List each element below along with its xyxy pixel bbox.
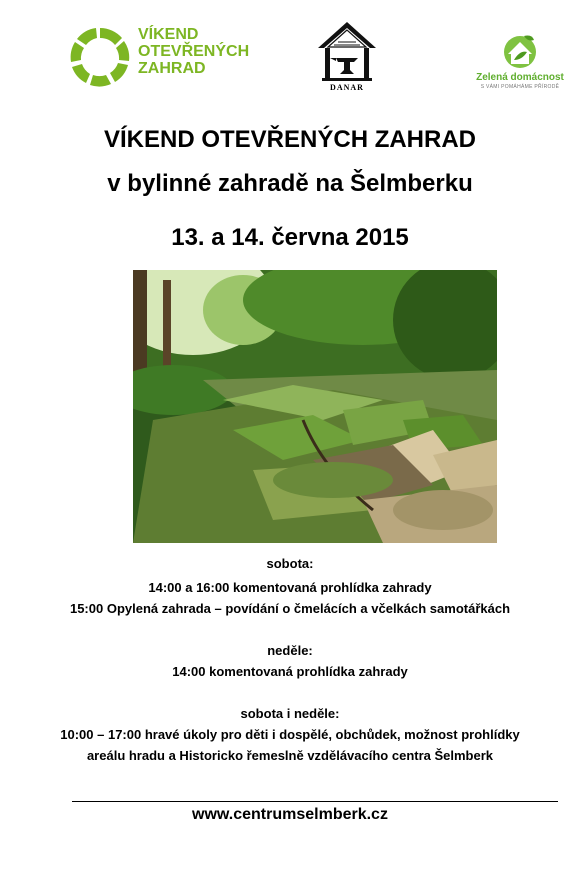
vikend-logo-text	[138, 26, 249, 77]
zelena-domacnost-logo	[474, 30, 566, 94]
vikend-logo-line-3: ZAHRAD	[138, 60, 206, 77]
danar-logo	[316, 20, 378, 92]
saturday-item-2: 15:00 Opylená zahrada – povídání o čmelácích a včelkách samotářkách	[69, 601, 511, 616]
vikend-logo-line-1: VÍKEND	[138, 26, 199, 43]
vikend-logo	[68, 26, 258, 88]
ring-segments-icon	[68, 26, 132, 88]
event-date: 13. a 14. června 2015	[171, 224, 409, 251]
event-title: VÍKEND OTEVŘENÝCH ZAHRAD	[103, 126, 477, 153]
website-link[interactable]: www.centrumselmberk.cz	[192, 806, 388, 823]
gazebo-anvil-icon	[316, 20, 378, 84]
vikend-logo-line-2: OTEVŘENÝCH	[138, 43, 250, 60]
both-days-item-1: 10:00 – 17:00 hravé úkoly pro děti i dospělé, obchůdek, možnost prohlídky	[60, 727, 520, 742]
both-days-heading: sobota i neděle:	[240, 706, 340, 721]
herb-garden-photo	[133, 270, 497, 543]
event-subtitle: v bylinné zahradě na Šelmberku	[107, 170, 473, 197]
saturday-heading: sobota:	[266, 556, 314, 571]
zelena-logo-tagline: S VÁMI POMÁHÁME PŘÍRODĚ	[480, 84, 560, 90]
zelena-logo-name: Zelená domácnost	[476, 72, 564, 83]
house-leaf-icon	[500, 30, 540, 70]
saturday-item-1: 14:00 a 16:00 komentovaná prohlídka zahrady	[148, 580, 432, 595]
sunday-item-1: 14:00 komentovaná prohlídka zahrady	[172, 664, 408, 679]
both-days-item-2: areálu hradu a Historicko řemeslně vzdělávacího centra Šelmberk	[86, 748, 494, 763]
footer-divider	[72, 801, 558, 802]
sunday-heading: neděle:	[267, 643, 313, 658]
danar-logo-text: DANAR	[330, 83, 364, 92]
